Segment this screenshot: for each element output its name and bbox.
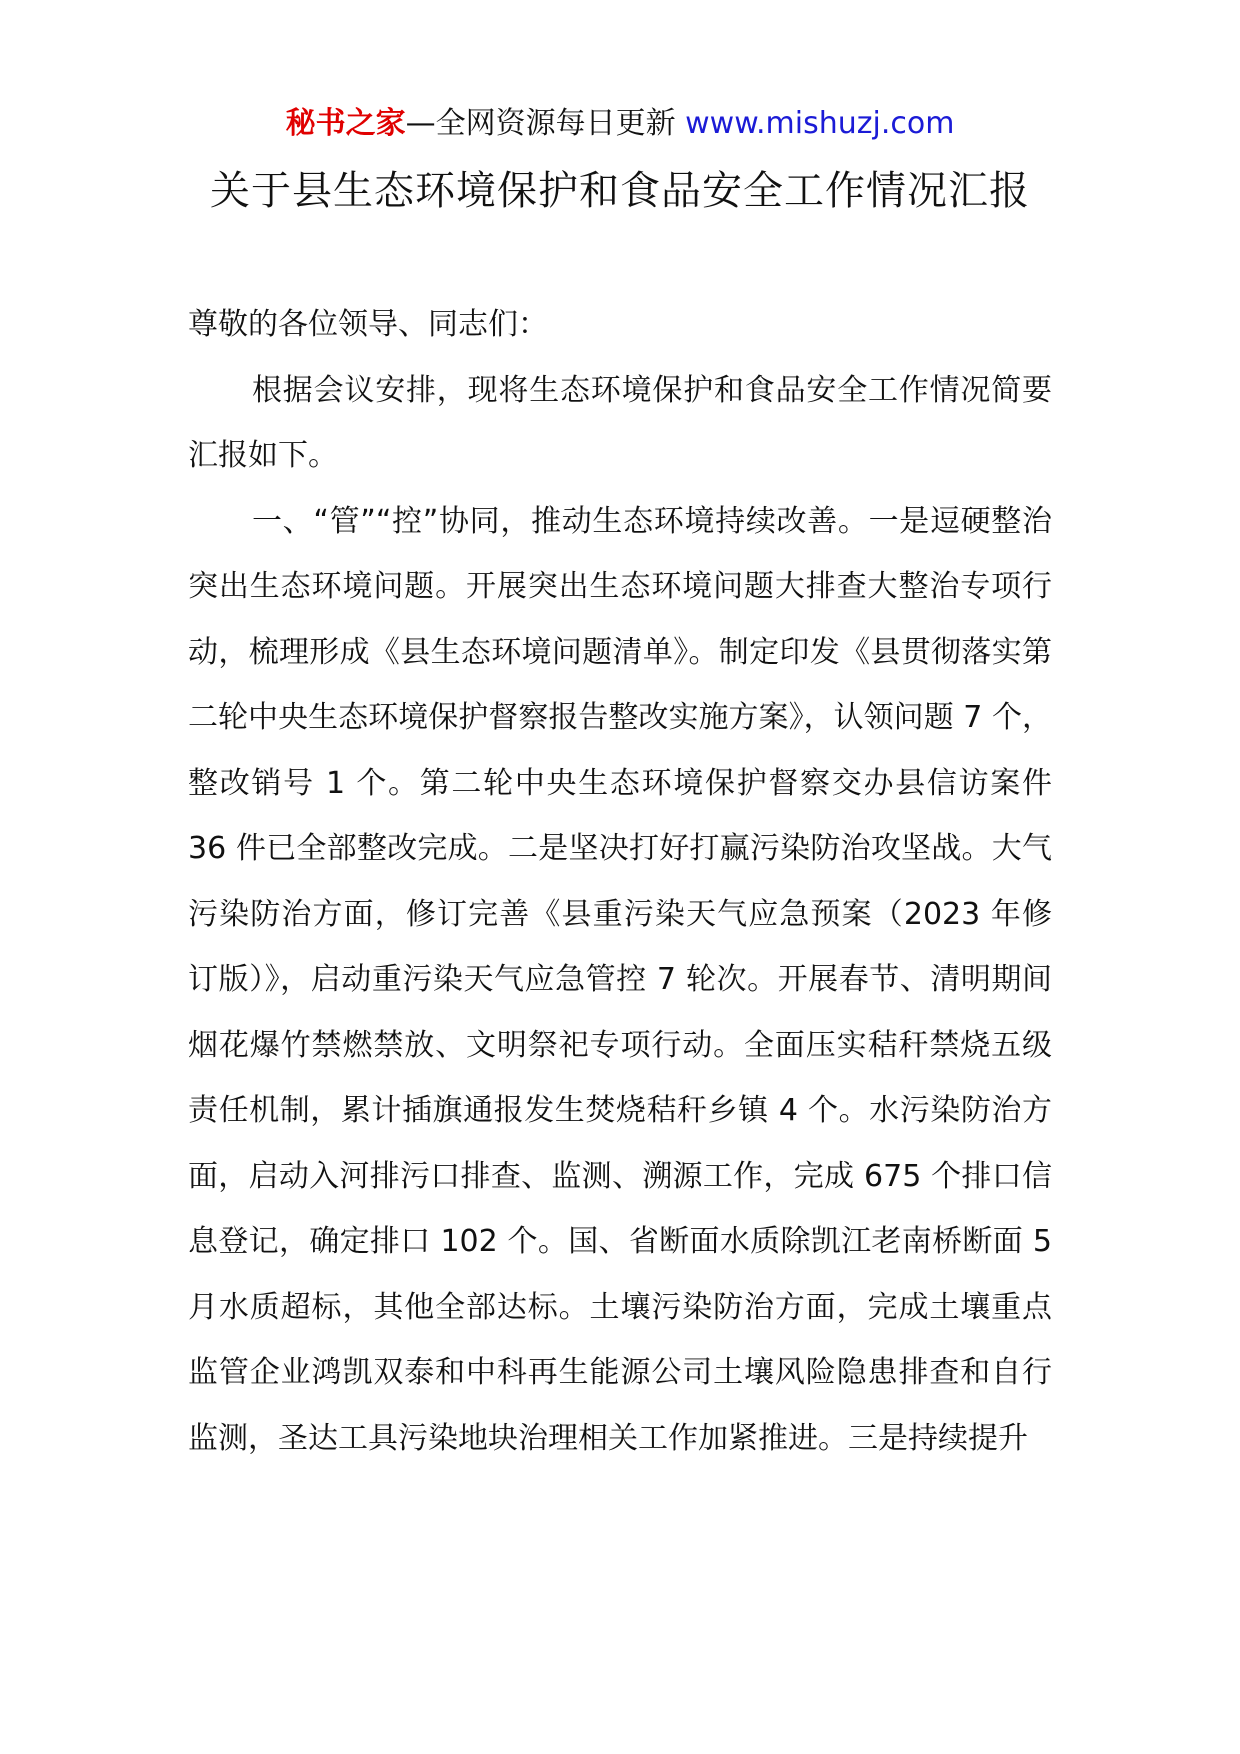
document-body xyxy=(188,292,1052,1471)
document-title: 关于县生态环境保护和食品安全工作情况汇报 xyxy=(210,168,1030,214)
header-tagline: —全网资源每日更新 xyxy=(405,106,686,141)
site-header xyxy=(0,102,1240,146)
site-url-link[interactable]: www.mishuzj.com xyxy=(685,106,955,141)
section-one-paragraph: 一、“管”“控”协同，推动生态环境持续改善。一是逗硬整治突出生态环境问题。开展突出生态环境问题大排查大整治专项行动，梳理形成《县生态环境问题清单》。制定印发《县贯彻落实第二轮中央生态环境保护督察报告整改实施方案》，认领问题 7 个，整改销号 1 个。第二轮中央生态环境保护督察交办县信访案件 36 件已全部整改完成。二是坚决打好打赢污染防治攻坚战。大气污染防治方面，修订完善《县重污染天气应急预案（2023 年修订版）》，启动重污染天气应急管控 7 轮次。开展春节、清明期间烟花爆竹禁燃禁放、文明祭祀专项行动。全面压实秸秆禁烧五级责任机制，累计插旗通报发生焚烧秸秆乡镇 4 个。水污染防治方面，启动入河排污口排查、监测、溯源工作，完成 675 个排口信息登记，确定排口 102 个。国、省断面水质除凯江老南桥断面 5 月水质超标，其他全部达标。土壤污染防治方面，完成土壤重点监管企业鸿凯双泰和中科再生能源公司土壤风险隐患排查和自行监测，圣达工具污染地块治理相关工作加紧推进。三是持续提升 xyxy=(188,503,1052,1456)
salutation: 尊敬的各位领导、同志们： xyxy=(188,307,548,342)
intro-paragraph: 根据会议安排，现将生态环境保护和食品安全工作情况简要汇报如下。 xyxy=(188,372,1052,473)
brand-name: 秘书之家 xyxy=(285,106,406,141)
